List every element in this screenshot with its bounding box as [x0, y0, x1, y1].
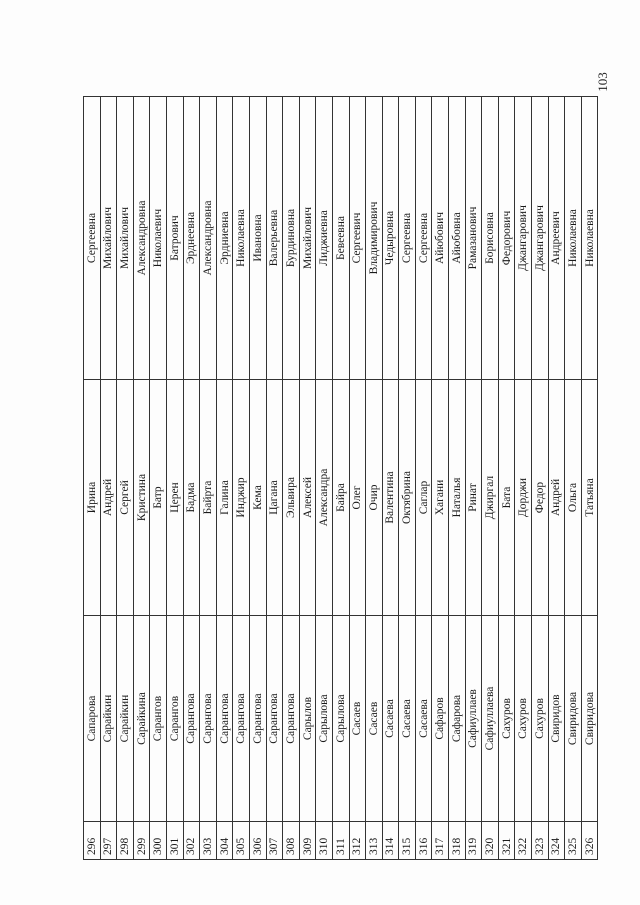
surname-cell: Сасаев	[366, 616, 383, 822]
surname-cell: Сафиуллаева	[482, 616, 499, 822]
given-name-cell: Батр	[150, 380, 167, 616]
surname-cell: Сарангова	[200, 616, 217, 822]
given-name-cell: Инджир	[233, 380, 250, 616]
patronymic-cell: Батрович	[166, 97, 183, 380]
table-row	[399, 97, 416, 860]
given-name-cell: Галина	[216, 380, 233, 616]
row-number-cell: 315	[399, 822, 416, 860]
patronymic-cell: Владимирович	[366, 97, 383, 380]
table-row	[266, 97, 283, 860]
patronymic-cell: Джангарович	[515, 97, 532, 380]
patronymic-cell: Александровна	[200, 97, 217, 380]
given-name-cell: Кема	[249, 380, 266, 616]
given-name-cell: Бадма	[183, 380, 200, 616]
table-row	[233, 97, 250, 860]
given-name-cell: Александра	[316, 380, 333, 616]
table-container	[83, 97, 596, 860]
table-row	[498, 97, 515, 860]
surname-cell: Свиридов	[548, 616, 565, 822]
table-row	[166, 97, 183, 860]
given-name-cell: Джиргал	[482, 380, 499, 616]
patronymic-cell: Рамазанович	[465, 97, 482, 380]
row-number-cell: 298	[117, 822, 134, 860]
table-row	[84, 97, 101, 860]
surname-cell: Сарылова	[316, 616, 333, 822]
row-number-cell: 310	[316, 822, 333, 860]
row-number-cell: 325	[565, 822, 582, 860]
patronymic-cell: Николаевич	[150, 97, 167, 380]
given-name-cell: Байра	[332, 380, 349, 616]
surname-cell: Сарангова	[216, 616, 233, 822]
given-name-cell: Федор	[532, 380, 549, 616]
patronymic-cell: Эрдниевна	[216, 97, 233, 380]
given-name-cell: Дорджи	[515, 380, 532, 616]
row-number-cell: 301	[166, 822, 183, 860]
patronymic-cell: Айюбович	[432, 97, 449, 380]
surname-cell: Сафарова	[449, 616, 466, 822]
patronymic-cell: Ивановна	[249, 97, 266, 380]
surname-cell: Сарангова	[183, 616, 200, 822]
table-row	[415, 97, 432, 860]
given-name-cell: Ирина	[84, 380, 101, 616]
given-name-cell: Татьяна	[581, 380, 598, 616]
row-number-cell: 300	[150, 822, 167, 860]
row-number-cell: 302	[183, 822, 200, 860]
row-number-cell: 313	[366, 822, 383, 860]
given-name-cell: Андрей	[548, 380, 565, 616]
patronymic-cell: Джангарович	[532, 97, 549, 380]
table-row	[581, 97, 598, 860]
table-row	[565, 97, 582, 860]
patronymic-cell: Андреевич	[548, 97, 565, 380]
surname-cell: Сарангов	[166, 616, 183, 822]
table-row	[133, 97, 150, 860]
given-name-cell: Кристина	[133, 380, 150, 616]
given-name-cell: Цагана	[266, 380, 283, 616]
row-number-cell: 319	[465, 822, 482, 860]
table-row	[449, 97, 466, 860]
given-name-cell: Байрта	[200, 380, 217, 616]
surname-cell: Сасаева	[399, 616, 416, 822]
given-name-cell: Бата	[498, 380, 515, 616]
patronymic-cell: Михайлович	[117, 97, 134, 380]
surname-cell: Сарангова	[283, 616, 300, 822]
surname-cell: Сасаева	[382, 616, 399, 822]
patronymic-cell: Сергеевна	[84, 97, 101, 380]
given-name-cell: Хагани	[432, 380, 449, 616]
table-row	[548, 97, 565, 860]
surname-cell: Сасаев	[349, 616, 366, 822]
row-number-cell: 316	[415, 822, 432, 860]
surname-cell: Сарайкин	[117, 616, 134, 822]
row-number-cell: 322	[515, 822, 532, 860]
patronymic-cell: Сергеевна	[415, 97, 432, 380]
patronymic-cell: Бурдиновна	[283, 97, 300, 380]
row-number-cell: 324	[548, 822, 565, 860]
row-number-cell: 296	[84, 822, 101, 860]
patronymic-cell: Александровна	[133, 97, 150, 380]
row-number-cell: 307	[266, 822, 283, 860]
table-row	[200, 97, 217, 860]
table-row	[216, 97, 233, 860]
rotated-table-frame	[83, 97, 596, 860]
row-number-cell: 304	[216, 822, 233, 860]
row-number-cell: 299	[133, 822, 150, 860]
surname-cell: Сарайкина	[133, 616, 150, 822]
surname-cell: Сахуров	[498, 616, 515, 822]
given-name-cell: Эльвира	[283, 380, 300, 616]
given-name-cell: Олег	[349, 380, 366, 616]
table-row	[100, 97, 117, 860]
table-row	[299, 97, 316, 860]
patronymic-cell: Эрднеевна	[183, 97, 200, 380]
patronymic-cell: Сергеевич	[349, 97, 366, 380]
table-row	[382, 97, 399, 860]
patronymic-cell: Чедыровна	[382, 97, 399, 380]
patronymic-cell: Валерьевна	[266, 97, 283, 380]
patronymic-cell: Николаевна	[233, 97, 250, 380]
given-name-cell: Ринат	[465, 380, 482, 616]
row-number-cell: 326	[581, 822, 598, 860]
surname-cell: Сахуров	[515, 616, 532, 822]
patronymic-cell: Борисовна	[482, 97, 499, 380]
row-number-cell: 318	[449, 822, 466, 860]
table-row	[366, 97, 383, 860]
row-number-cell: 323	[532, 822, 549, 860]
surname-cell: Сарангова	[266, 616, 283, 822]
row-number-cell: 320	[482, 822, 499, 860]
patronymic-cell: Федорович	[498, 97, 515, 380]
table-row	[465, 97, 482, 860]
row-number-cell: 305	[233, 822, 250, 860]
surname-cell: Сасаева	[415, 616, 432, 822]
given-name-cell: Ольга	[565, 380, 582, 616]
surname-cell: Сарылова	[332, 616, 349, 822]
given-name-cell: Очир	[366, 380, 383, 616]
surname-cell: Сарайкин	[100, 616, 117, 822]
names-table	[83, 96, 598, 860]
given-name-cell: Октябрина	[399, 380, 416, 616]
patronymic-cell: Айюбовна	[449, 97, 466, 380]
given-name-cell: Церен	[166, 380, 183, 616]
row-number-cell: 311	[332, 822, 349, 860]
table-row	[283, 97, 300, 860]
surname-cell: Сарангова	[249, 616, 266, 822]
patronymic-cell: Михайлович	[100, 97, 117, 380]
table-row	[117, 97, 134, 860]
table-row	[183, 97, 200, 860]
table-row	[482, 97, 499, 860]
surname-cell: Сарангов	[150, 616, 167, 822]
given-name-cell: Алексей	[299, 380, 316, 616]
page-number: 103	[595, 72, 610, 92]
table-row	[349, 97, 366, 860]
row-number-cell: 314	[382, 822, 399, 860]
row-number-cell: 317	[432, 822, 449, 860]
surname-cell: Сарылов	[299, 616, 316, 822]
given-name-cell: Наталья	[449, 380, 466, 616]
patronymic-cell: Николаевна	[565, 97, 582, 380]
row-number-cell: 308	[283, 822, 300, 860]
patronymic-cell: Бевеевна	[332, 97, 349, 380]
patronymic-cell: Николаевна	[581, 97, 598, 380]
surname-cell: Свиридова	[565, 616, 582, 822]
table-row	[316, 97, 333, 860]
row-number-cell: 306	[249, 822, 266, 860]
given-name-cell: Сергей	[117, 380, 134, 616]
row-number-cell: 321	[498, 822, 515, 860]
given-name-cell: Саглар	[415, 380, 432, 616]
row-number-cell: 312	[349, 822, 366, 860]
surname-cell: Свиридова	[581, 616, 598, 822]
row-number-cell: 303	[200, 822, 217, 860]
surname-cell: Сапарова	[84, 616, 101, 822]
row-number-cell: 297	[100, 822, 117, 860]
patronymic-cell: Лиджиевна	[316, 97, 333, 380]
row-number-cell: 309	[299, 822, 316, 860]
table-row	[332, 97, 349, 860]
surname-cell: Сафаров	[432, 616, 449, 822]
surname-cell: Сафиуллаев	[465, 616, 482, 822]
patronymic-cell: Михайлович	[299, 97, 316, 380]
table-row	[150, 97, 167, 860]
table-row	[432, 97, 449, 860]
table-row	[515, 97, 532, 860]
given-name-cell: Андрей	[100, 380, 117, 616]
table-row	[249, 97, 266, 860]
patronymic-cell: Сергеевна	[399, 97, 416, 380]
table-body	[84, 97, 598, 860]
given-name-cell: Валентина	[382, 380, 399, 616]
surname-cell: Сарангова	[233, 616, 250, 822]
surname-cell: Сахуров	[532, 616, 549, 822]
table-row	[532, 97, 549, 860]
